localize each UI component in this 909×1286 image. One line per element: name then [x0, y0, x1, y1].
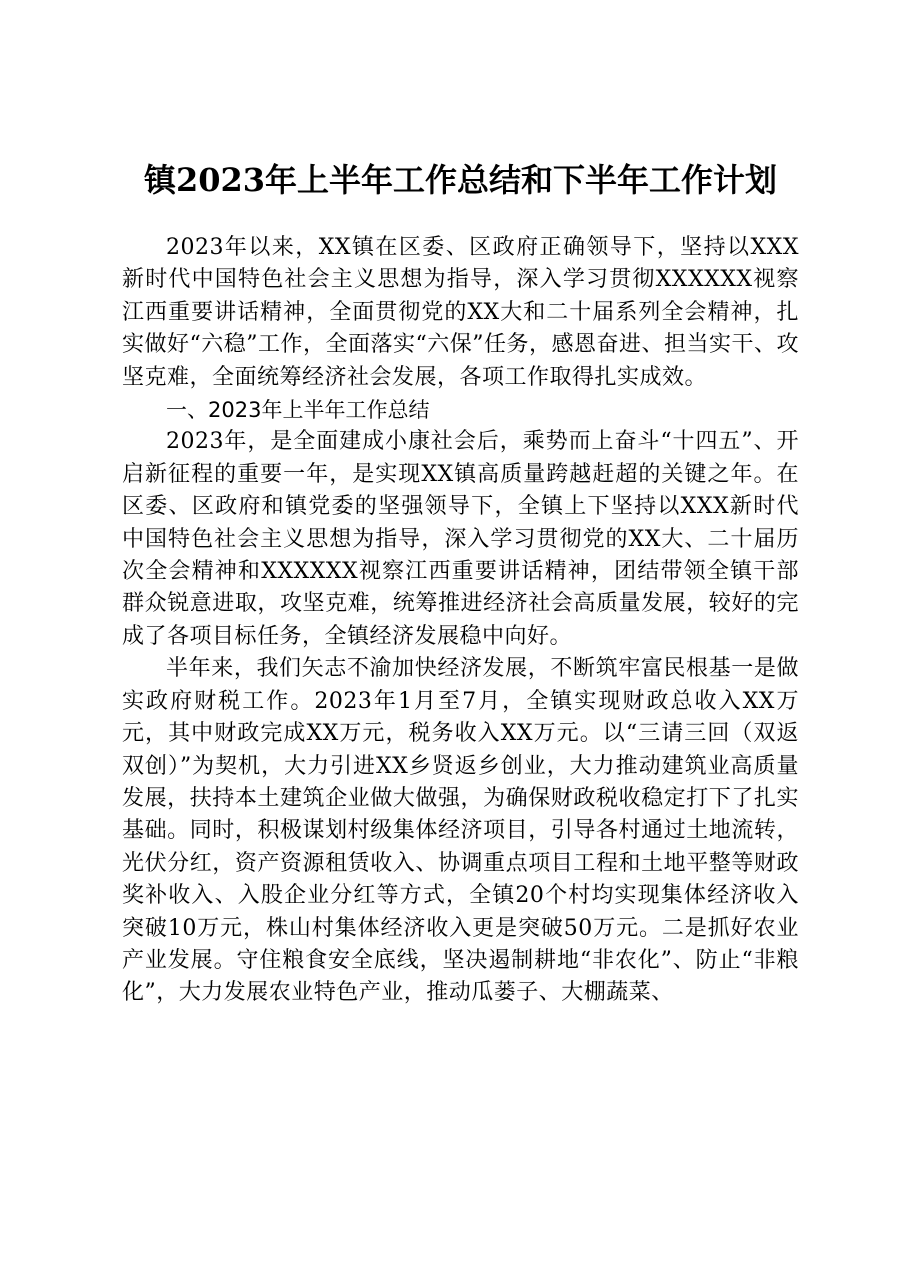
section-heading: 一、2023年上半年工作总结: [166, 398, 430, 423]
intro-paragraph: 2023年以来，XX镇在区委、区政府正确领导下，坚持以XXX新时代中国特色社会主义思想为指导，深入学习贯彻XXXXXX视察江西重要讲话精神，全面贯彻党的XX大和二十届系列全会精神，扎实做好“六稳”工作，全面落实“六保”任务，感恩奋进、担当实干、攻坚克难，全面统筹经济社会发展，各项工作取得扎实成效。: [122, 235, 799, 390]
body-paragraph: 2023年，是全面建成小康社会后，乘势而上奋斗“十四五”、开启新征程的重要一年，是实现XX镇高质量跨越赶超的关键之年。在区委、区政府和镇党委的坚强领导下，全镇上下坚持以XXX新时代中国特色社会主义思想为指导，深入学习贯彻党的XX大、二十届历次全会精神和XXXXXX视察江西重要讲话精神，团结带领全镇干部群众锐意进取，攻坚克难，统筹推进经济社会高质量发展，较好的完成了各项目标任务，全镇经济发展稳中向好。: [122, 429, 799, 649]
body-paragraph: 半年来，我们矢志不渝加快经济发展，不断筑牢富民根基一是做实政府财税工作。2023年1月至7月，全镇实现财政总收入XX万元，其中财政完成XX万元，税务收入XX万元。以“三请三回（双返双创）”为契机，大力引进XX乡贤返乡创业，大力推动建筑业高质量发展，扶持本土建筑企业做大做强，为确保财政税收稳定打下了扎实基础。同时，积极谋划村级集体经济项目，引导各村通过土地流转，光伏分红，资产资源租赁收入、协调重点项目工程和土地平整等财政奖补收入、入股企业分红等方式，全镇20个村均实现集体经济收入突破10万元，株山村集体经济收入更是突破50万元。二是抓好农业产业发展。守住粮食安全底线，坚决遏制耕地“非农化”、防止“非粮化”，大力发展农业特色产业，推动瓜蒌子、大棚蔬菜、: [122, 656, 799, 1006]
document-title: 镇2023年上半年工作总结和下半年工作计划: [143, 161, 778, 199]
